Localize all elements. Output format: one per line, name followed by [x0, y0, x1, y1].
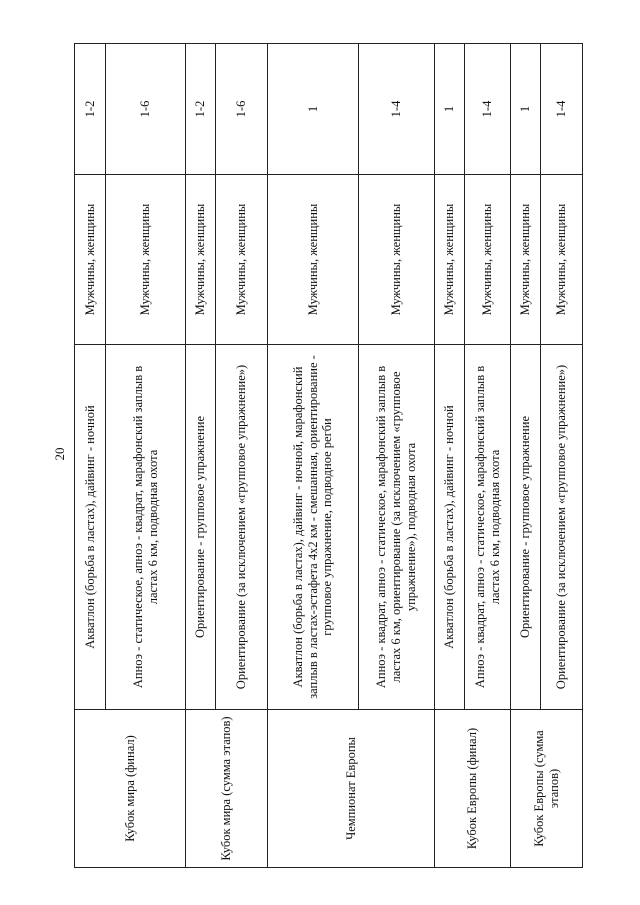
- participants-cell: Мужчины, женщины: [186, 175, 216, 345]
- participants-cell: Мужчины, женщины: [511, 175, 541, 345]
- discipline-cell: Апноэ - квадрат, апноэ - статическое, марафонский заплыв в ластах 6 км, подводная охота: [465, 345, 511, 710]
- competition-cell: Кубок мира (сумма этапов): [186, 710, 268, 868]
- competition-cell: Кубок мира (финал): [75, 710, 186, 868]
- places-cell: 1-4: [465, 44, 511, 175]
- competition-cell: Кубок Европы (финал): [435, 710, 511, 868]
- table-row: [268, 44, 359, 868]
- participants-cell: Мужчины, женщины: [435, 175, 465, 345]
- discipline-cell: Акватлон (борьба в ластах), дайвинг - ночной: [75, 345, 106, 710]
- discipline-cell: Ориентирование (за исключением «групповое упражнение»): [216, 345, 268, 710]
- places-cell: 1-2: [75, 44, 106, 175]
- participants-cell: Мужчины, женщины: [106, 175, 186, 345]
- page-number: 20: [52, 447, 67, 461]
- discipline-cell: Акватлон (борьба в ластах), дайвинг - ночной, марафонский заплыв в ластах-эстафета 4х2 км - смешанная, ориентирование - групповое упражнение, подводное регби: [268, 345, 359, 710]
- discipline-cell: Ориентирование - групповое упражнение: [511, 345, 541, 710]
- competition-cell: Кубок Европы (сумма этапов): [511, 710, 583, 868]
- places-cell: 1-6: [106, 44, 186, 175]
- competition-cell: Чемпионат Европы: [268, 710, 435, 868]
- places-cell: 1: [268, 44, 359, 175]
- places-cell: 1: [511, 44, 541, 175]
- participants-cell: Мужчины, женщины: [268, 175, 359, 345]
- discipline-cell: Апноэ - квадрат, апноэ - статическое, марафонский заплыв в ластах 6 км, ориентирование (за исключением «групповое упражнение»), подводная охота: [359, 345, 435, 710]
- participants-cell: Мужчины, женщины: [216, 175, 268, 345]
- discipline-cell: Апноэ - статическое, апноэ - квадрат, марафонский заплыв в ластах 6 км, подводная охота: [106, 345, 186, 710]
- places-cell: 1-4: [541, 44, 583, 175]
- places-cell: 1: [435, 44, 465, 175]
- table-row: [186, 44, 216, 868]
- discipline-cell: Ориентирование (за исключением «групповое упражнение»): [541, 345, 583, 710]
- table-row: [435, 44, 465, 868]
- discipline-cell: Ориентирование - групповое упражнение: [186, 345, 216, 710]
- table-row: [511, 44, 541, 868]
- rotated-table-wrapper: [74, 44, 569, 868]
- participants-cell: Мужчины, женщины: [541, 175, 583, 345]
- table-row: [75, 44, 106, 868]
- participants-cell: Мужчины, женщины: [359, 175, 435, 345]
- places-cell: 1-2: [186, 44, 216, 175]
- competition-table: [74, 43, 583, 868]
- places-cell: 1-4: [359, 44, 435, 175]
- places-cell: 1-6: [216, 44, 268, 175]
- discipline-cell: Акватлон (борьба в ластах), дайвинг - ночной: [435, 345, 465, 710]
- participants-cell: Мужчины, женщины: [465, 175, 511, 345]
- participants-cell: Мужчины, женщины: [75, 175, 106, 345]
